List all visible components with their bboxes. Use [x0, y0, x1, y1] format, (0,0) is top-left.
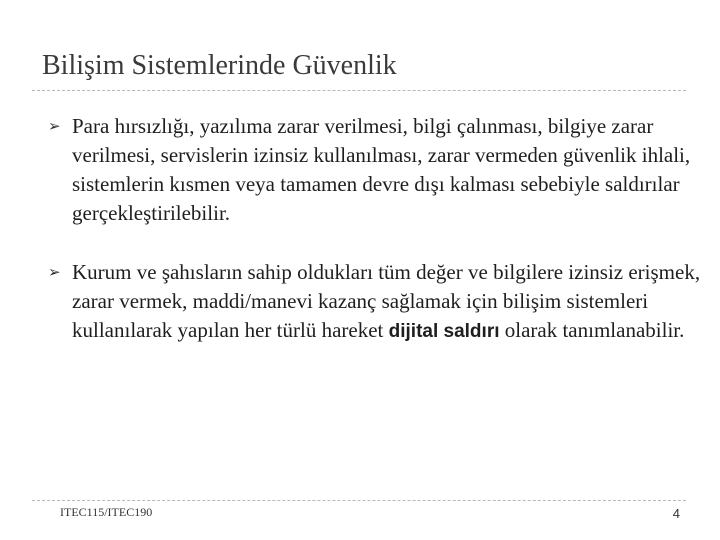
bullet-list — [48, 112, 708, 346]
footer-divider — [32, 500, 686, 501]
bullet-item — [48, 112, 708, 228]
bullet-text: Para hırsızlığı, yazılıma zarar verilmesi, bilgi çalınması, bilgiye zarar verilmesi, servislerin izinsiz kullanılması, zarar vermeden güvenlik ihlali, sistemlerin kısmen veya tamamen devre dışı kalması sebebiyle saldırılar gerçekleştirilebilir. — [72, 114, 691, 225]
footer-course-code: ITEC115/ITEC190 — [60, 505, 153, 519]
arrow-bullet-icon: ➢ — [48, 263, 61, 281]
arrow-bullet-icon: ➢ — [48, 117, 61, 135]
bullet-text-end: olarak tanımlanabilir. — [499, 318, 685, 342]
bullet-text: Kurum ve şahısların sahip oldukları tüm değer ve bilgilere izinsiz erişmek, zarar vermek, maddi/manevi kazanç sağlamak için bilişim sistemleri kullanılarak yapılan her türlü hareket — [72, 260, 701, 342]
page-number: 4 — [672, 506, 680, 521]
bullet-emphasis: dijital saldırı — [388, 321, 500, 342]
slide-title: Bilişim Sistemlerinde Güvenlik — [42, 50, 397, 81]
title-divider — [32, 90, 686, 91]
bullet-item — [48, 258, 708, 346]
